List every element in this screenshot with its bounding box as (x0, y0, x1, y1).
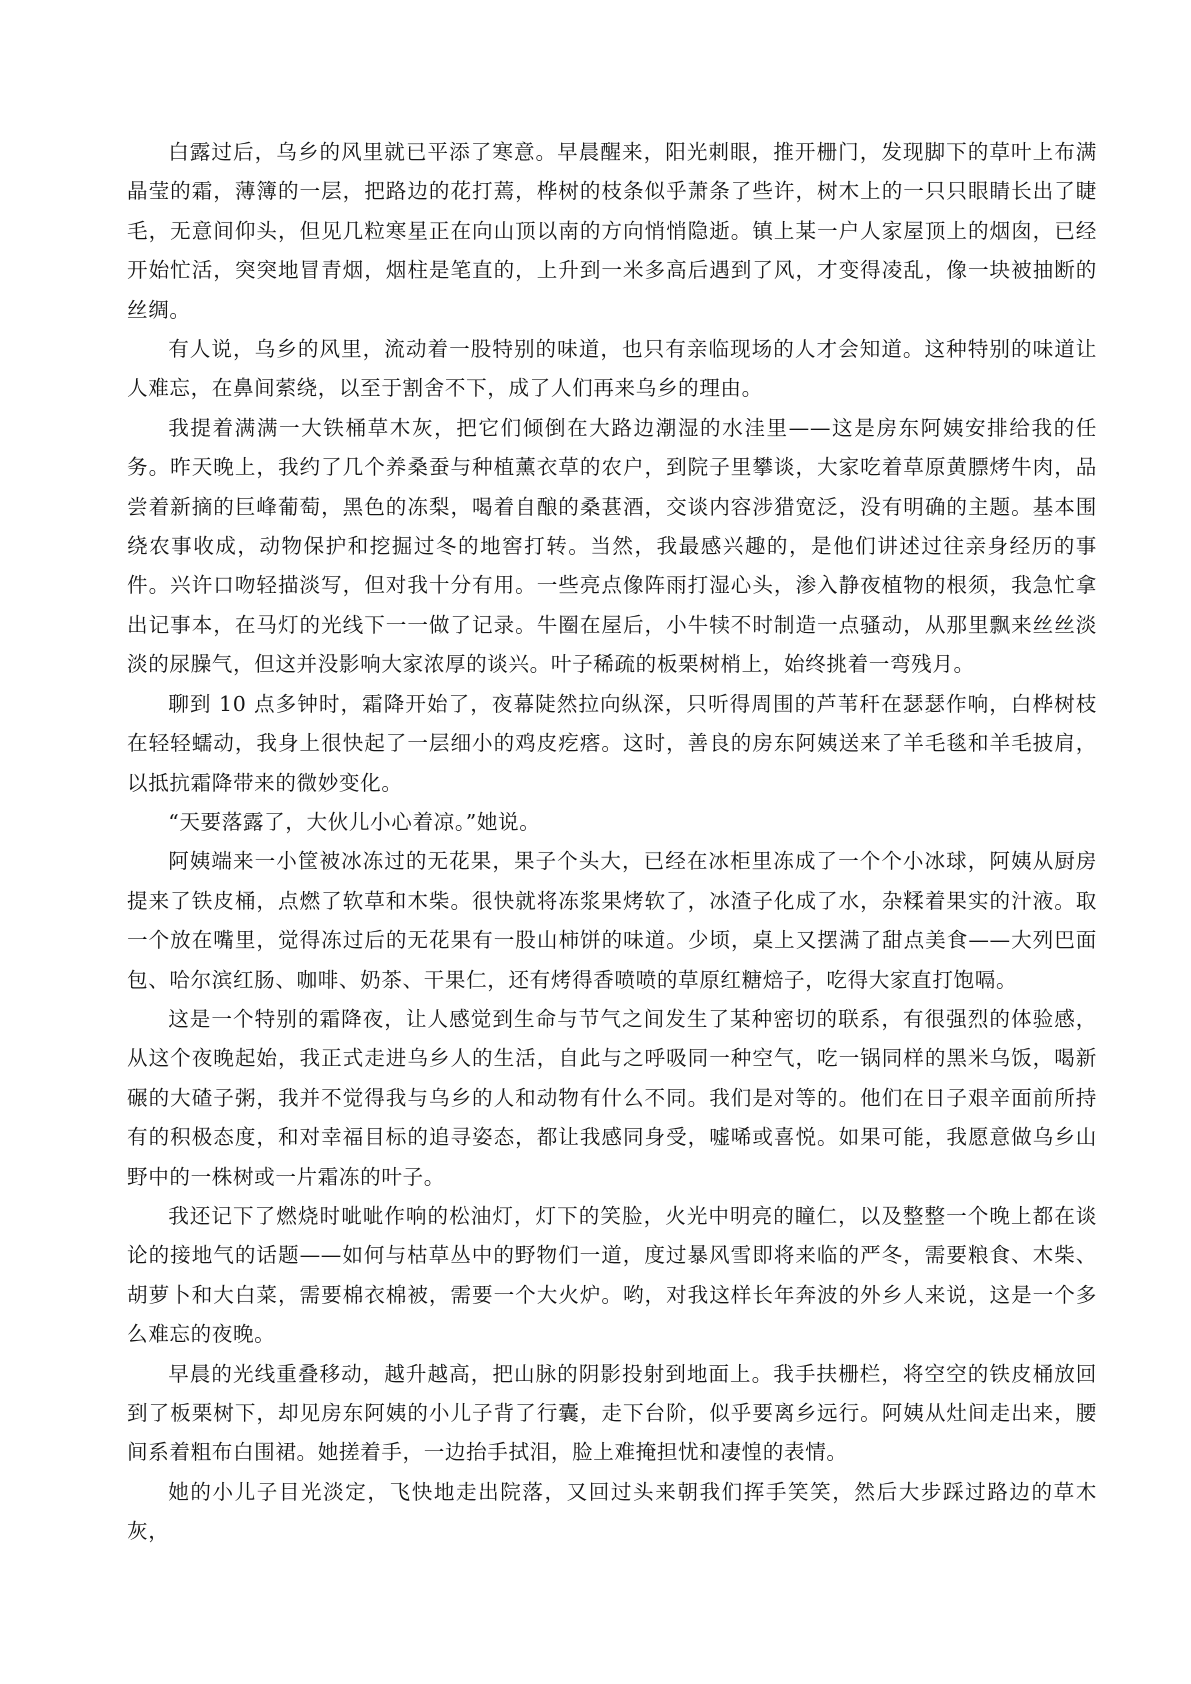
paragraph: 她的小儿子目光淡定，飞快地走出院落，又回过头来朝我们挥手笑笑，然后大步踩过路边的草木灰， (127, 1479, 1097, 1544)
paragraph: 这是一个特别的霜降夜，让人感觉到生命与节气之间发生了某种密切的联系，有很强烈的体验感，从这个夜晚起始，我正式走进乌乡人的生活，自此与之呼吸同一种空气，吃一锅同样的黑米乌饭，喝新碾的大碴子粥，我并不觉得我与乌乡的人和动物有什么不同。我们是对等的。他们在日子艰辛面前所持有的积极态度，和对幸福目标的追寻姿态，都让我感同身受，嘘唏或喜悦。如果可能，我愿意做乌乡山野中的一株树或一片霜冻的叶子。 (127, 1006, 1097, 1189)
paragraph: 早晨的光线重叠移动，越升越高，把山脉的阴影投射到地面上。我手扶栅栏，将空空的铁皮桶放回到了板栗树下，却见房东阿姨的小儿子背了行囊，走下台阶，似乎要离乡远行。阿姨从灶间走出来，腰间系着粗布白围裙。她搓着手，一边抬手拭泪，脸上难掩担忧和凄惶的表情。 (127, 1361, 1097, 1465)
paragraph: 我提着满满一大铁桶草木灰，把它们倾倒在大路边潮湿的水洼里——这是房东阿姨安排给我的任务。昨天晚上，我约了几个养桑蚕与种植薰衣草的农户，到院子里攀谈，大家吃着草原黄膘烤牛肉，品尝着新摘的巨峰葡萄，黑色的冻梨，喝着自酿的桑葚酒，交谈内容涉猎宽泛，没有明确的主题。基本围绕农事收成，动物保护和挖掘过冬的地窖打转。当然，我最感兴趣的，是他们讲述过往亲身经历的事件。兴许口吻轻描淡写，但对我十分有用。一些亮点像阵雨打湿心头，渗入静夜植物的根须，我急忙拿出记事本，在马灯的光线下一一做了记录。牛圈在屋后，小牛犊不时制造一点骚动，从那里飘来丝丝淡淡的尿臊气，但这并没影响大家浓厚的谈兴。叶子稀疏的板栗树梢上，始终挑着一弯残月。 (127, 415, 1097, 677)
paragraph: 有人说，乌乡的风里，流动着一股特别的味道，也只有亲临现场的人才会知道。这种特别的味道让人难忘，在鼻间萦绕，以至于割舍不下，成了人们再来乌乡的理由。 (127, 337, 1097, 401)
paragraph: 阿姨端来一小筐被冰冻过的无花果，果子个头大，已经在冰柜里冻成了一个个小冰球，阿姨从厨房提来了铁皮桶，点燃了软草和木柴。很快就将冻浆果烤软了，冰渣子化成了水，杂糅着果实的汁液。取一个放在嘴里，觉得冻过后的无花果有一股山柿饼的味道。少顷，桌上又摆满了甜点美食——大列巴面包、哈尔滨红肠、咖啡、奶茶、干果仁，还有烤得香喷喷的草原红糖焙子，吃得大家直打饱嗝。 (127, 849, 1097, 992)
document-body (127, 133, 1097, 1552)
paragraph: “天要落露了，大伙儿小心着凉。”她说。 (168, 809, 541, 834)
paragraph: 我还记下了燃烧时呲呲作响的松油灯，灯下的笑脸，火光中明亮的瞳仁，以及整整一个晚上都在谈论的接地气的话题——如何与枯草丛中的野物们一道，度过暴风雪即将来临的严冬，需要粮食、木柴、胡萝卜和大白菜，需要棉衣棉被，需要一个大火炉。哟，对我这样长年奔波的外乡人来说，这是一个多么难忘的夜晚。 (127, 1203, 1097, 1347)
paragraph: 聊到 10 点多钟时，霜降开始了，夜幕陡然拉向纵深，只听得周围的芦苇秆在瑟瑟作响，白桦树枝在轻轻蠕动，我身上很快起了一层细小的鸡皮疙瘩。这时，善良的房东阿姨送来了羊毛毯和羊毛披肩，以抵抗霜降带来的微妙变化。 (127, 691, 1097, 795)
paragraph: 白露过后，乌乡的风里就已平添了寒意。早晨醒来，阳光刺眼，推开栅门，发现脚下的草叶上布满晶莹的霜，薄簿的一层，把路边的花打蔫，桦树的枝条似乎萧条了些许，树木上的一只只眼睛长出了睫毛，无意间仰头，但见几粒寒星正在向山顶以南的方向悄悄隐逝。镇上某一户人家屋顶上的烟囱，已经开始忙活，突突地冒青烟，烟柱是笔直的，上升到一米多高后遇到了风，才变得凌乱，像一块被抽断的丝绸。 (127, 140, 1097, 322)
